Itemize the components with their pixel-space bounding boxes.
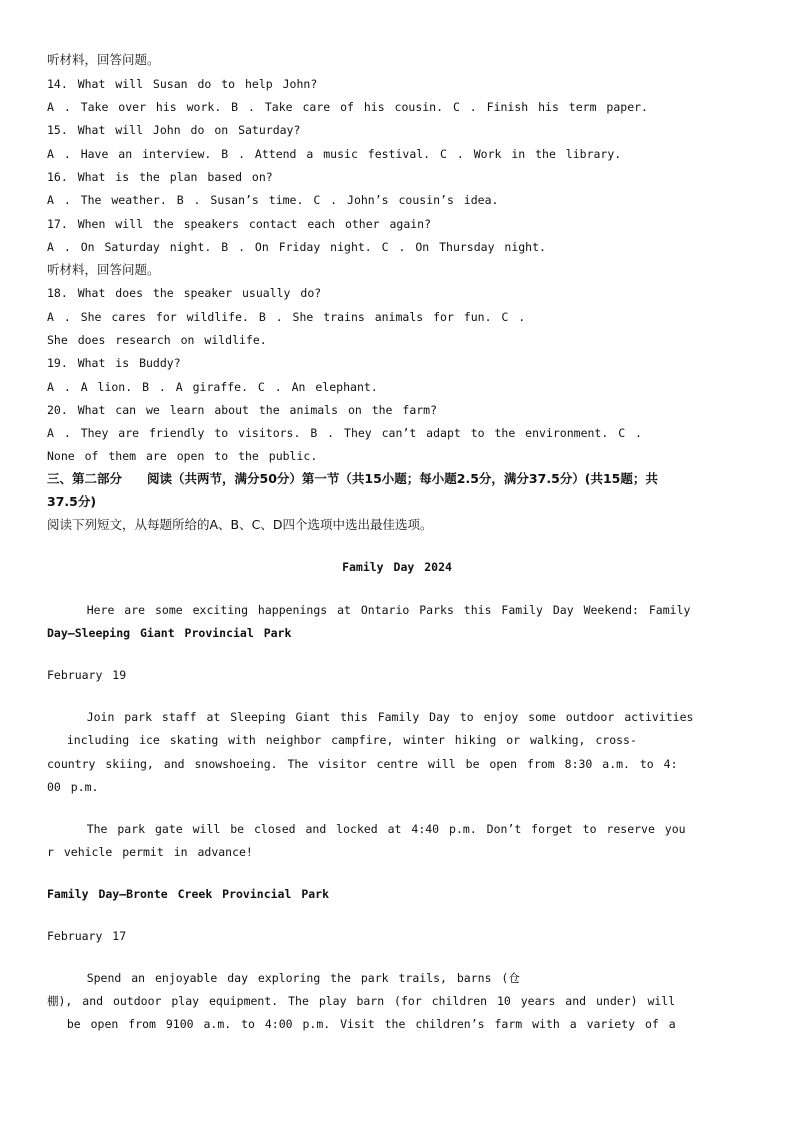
- paragraph-line: r vehicle permit in advance!: [47, 845, 253, 859]
- question-15: 15. What will John do on Saturday?: [47, 123, 301, 137]
- options-20: A . They are friendly to visitors. B . They can’t adapt to the environment. C .: [47, 426, 642, 440]
- options-20-cont: None of them are open to the public.: [47, 449, 318, 463]
- question-14: 14. What will Susan do to help John?: [47, 77, 318, 91]
- event-date: February 19: [47, 668, 127, 682]
- park-heading-sleeping-giant: Day—Sleeping Giant Provincial Park: [47, 626, 292, 640]
- question-17: 17. When will the speakers contact each other again?: [47, 217, 432, 231]
- paragraph-line: be open from 9100 a.m. to 4:00 p.m. Visit the children’s farm with a variety of a: [47, 1017, 676, 1031]
- paragraph-line: 00 p.m.: [47, 780, 99, 794]
- paragraph-line: including ice skating with neighbor campfire, winter hiking or walking, cross-: [47, 733, 637, 747]
- options-14: A . Take over his work. B . Take care of his cousin. C . Finish his term paper.: [47, 100, 648, 114]
- question-20: 20. What can we learn about the animals on the farm?: [47, 403, 438, 417]
- listening-instruction: 听材料，回答问题。: [47, 262, 160, 277]
- paragraph-line: 棚), and outdoor play equipment. The play barn (for children 10 years and under) will: [47, 994, 676, 1008]
- options-15: A . Have an interview. B . Attend a music festival. C . Work in the library.: [47, 147, 622, 161]
- passage-intro: Here are some exciting happenings at Ontario Parks this Family Day Weekend: Family: [47, 603, 691, 617]
- section-heading-cont: 37.5分): [47, 494, 97, 509]
- paragraph-line: Join park staff at Sleeping Giant this Family Day to enjoy some outdoor activities: [47, 710, 694, 724]
- options-16: A . The weather. B . Susan’s time. C . John’s cousin’s idea.: [47, 193, 499, 207]
- options-18: A . She cares for wildlife. B . She trains animals for fun. C .: [47, 310, 526, 324]
- options-17: A . On Saturday night. B . On Friday night. C . On Thursday night.: [47, 240, 546, 254]
- paragraph-line: Spend an enjoyable day exploring the park trails, barns (仓: [47, 971, 520, 985]
- options-19: A . A lion. B . A giraffe. C . An elephant.: [47, 380, 378, 394]
- park-heading-bronte-creek: Family Day—Bronte Creek Provincial Park: [47, 887, 330, 901]
- reading-instruction: 阅读下列短文，从每题所给的A、B、C、D四个选项中选出最佳选项。: [47, 517, 433, 532]
- question-16: 16. What is the plan based on?: [47, 170, 273, 184]
- listening-instruction: 听材料，回答问题。: [47, 52, 160, 67]
- event-date: February 17: [47, 929, 127, 943]
- question-18: 18. What does the speaker usually do?: [47, 286, 322, 300]
- paragraph-line: country skiing, and snowshoeing. The visitor centre will be open from 8:30 a.m. to 4:: [47, 757, 678, 771]
- section-heading: 三、第二部分 阅读（共两节，满分50分）第一节（共15小题；每小题2.5分，满分37.5分）(共15题；共: [47, 471, 658, 486]
- passage-title: Family Day 2024: [342, 560, 452, 574]
- options-18-cont: She does research on wildlife.: [47, 333, 267, 347]
- question-19: 19. What is Buddy?: [47, 356, 181, 370]
- paragraph-line: The park gate will be closed and locked at 4:40 p.m. Don’t forget to reserve you: [47, 822, 686, 836]
